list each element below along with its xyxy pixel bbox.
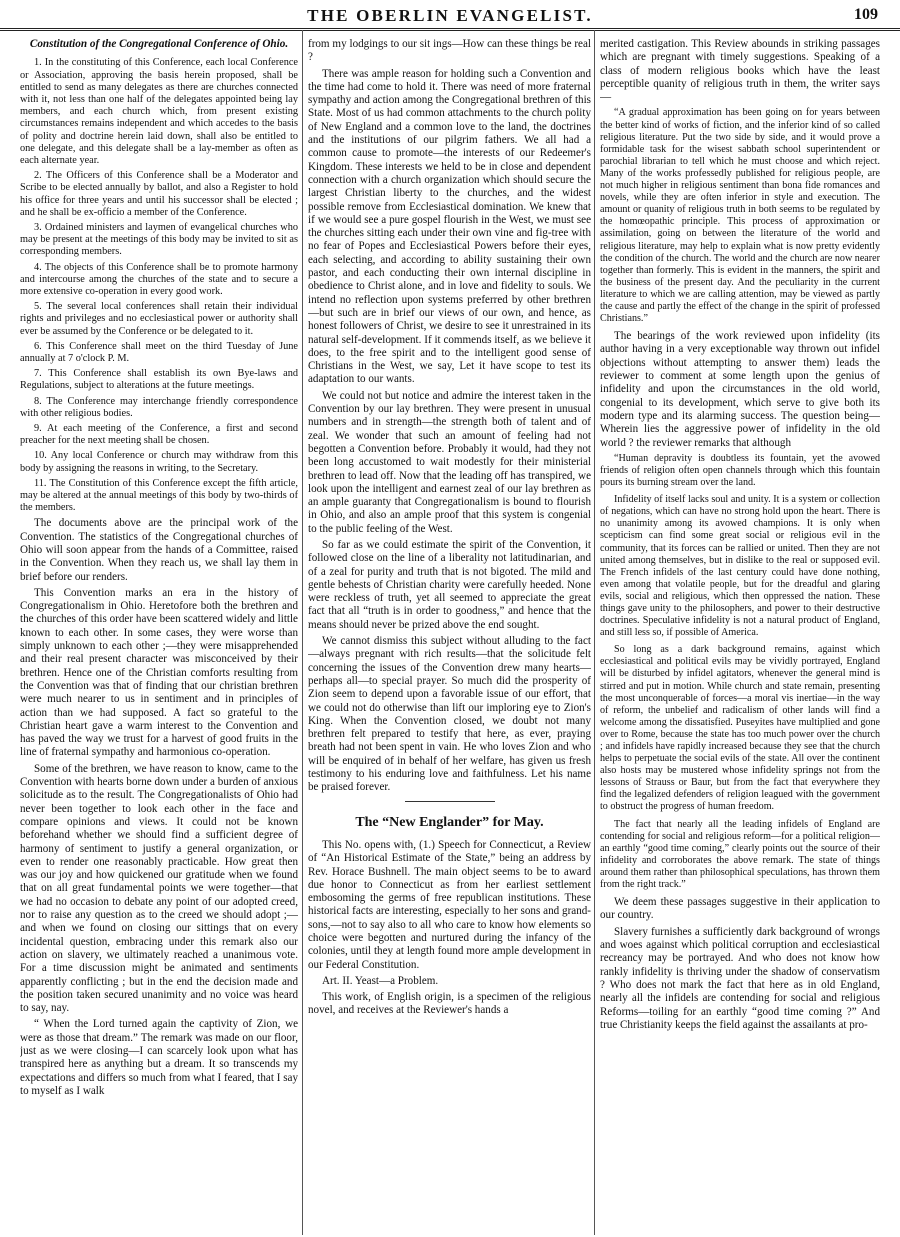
- body-paragraph: Slavery furnishes a sufficiently dark background of wrongs and woes against which political corruption and ecclesiastical recreancy may be portrayed. And who does not know how rankly infidelity is thriving under the shadow of conservatism ? Who does not mark the fact that here as in old England, nearly all the infidels are contending for social and religious Reforms—toiling for an earthly “good time coming ?” And true Christianity keeps the field against the assailants at pro-: [600, 925, 880, 1031]
- section-rule: [405, 801, 495, 802]
- body-paragraph: We could not but notice and admire the interest taken in the Convention by our lay brethren. They were present in unusual numbers and in strength—the strength both of talent and of zeal. We wonder that such an amount of feeling had not begotten a Convention before. Probably it would, had they not been long accustomed to wait modestly for their ministerial brethren to lead off. Now that the leading off has transpired, we look upon the intelligent and earnest zeal of our lay brethren as an ample guaranty that Congregationalism is bound to flourish in Ohio, and also an ample proof that this system is congenial to the public feeling of the West.: [308, 389, 591, 535]
- body-paragraph: Art. II. Yeast—a Problem.: [322, 974, 439, 987]
- body-paragraph: The documents above are the principal work of the Convention. The statistics of the Congregational churches of Ohio will soon appear from the hands of a Committee, raised in the Convention. When they reach us, we shall lay them in brief before our renders.: [20, 517, 298, 583]
- block-quote: So long as a dark background remains, against which ecclesiastical and political evils may be vividly portrayed, England will be disturbed by infidel agitators, whenever the general mind is stirred and put in motion. While church and state remain, presenting the most unconquerable of forces—a moral vis inertiae—in the way of reform, the unbelief and radicalism of other lands will find a welcome among the dissatisfied. Puseyites have multiplied and gone over to Rome, because the state has too much power over the church ; and infidels have rapidly increased because they see that the church helps to perpetuate the social evils of the state. All over the continent also hosts may be mustered whose infidelity springs not from the lessons of Strauss or Baur, but from the fact that everywhere they find the legalized defenders of religion leagued with the government to obstruct the progress of human freedom.: [600, 644, 880, 813]
- body-paragraph: We cannot dismiss this subject without alluding to the fact—always pregnant with rich results—that the solicitude felt concerning the issues of the Convention drew many hearts—perhaps all—to special prayer. So much did the prosperity of Zion seem to depend upon a favorable issue of our effort, that we could not do otherwise than lift our imploring eye to Zion's King. When the Convention closed, we doubt not many brethren felt prepared to testify that here, as ever, praying breath had not been spent in vain. He who loves Zion and who will be enquired of in behalf of her welfare, has given us fresh testimony to his enduring love and faithfulness. Let his name be praised forever.: [308, 635, 591, 794]
- column-3: [600, 38, 880, 1233]
- constitution-article: 4. The objects of this Conference shall be to promote harmony and intercourse among the churches of the state and to secure a more extensive co-operation in every good work.: [20, 261, 298, 297]
- column-1: [20, 38, 298, 1233]
- constitution-heading: Constitution of the Congregational Conference of Ohio.: [29, 38, 289, 50]
- constitution-article: 6. This Conference shall meet on the third Tuesday of June annually at 7 o'clock P. M.: [20, 340, 298, 364]
- newspaper-title: THE OBERLIN EVANGELIST.: [307, 6, 593, 25]
- block-quote: “Human depravity is doubtless its fountain, yet the avowed friends of religion often open channels through which this fountain pours its burning stream over the land.: [600, 452, 880, 489]
- block-quote: “A gradual approximation has been going on for years between the better kind of works of fiction, and the inferior kind of so called religious literature. Put the two side by side, and it would prove a formidable task for the wisest sabbath school superintendent or parochial librarian to tell which he must choose and which reject. Many of the works professedly published for religious people, are not much higher in religious sentiment than bona fide romances and novels, while they are often inferior in style and execution. The amount or quanity of religious truth in both seems to be regulated by the homœopathic principle. This process of approximation or assimilation, going on between the literature of the world and religious literature, may help to explain what is now pretty evidently the condition of the church. The world and the church are now nearer together than formerly. This is evident in the manners, the spirit and the business of the present day. And the peculiarity in the current literature to which we are calling attention, may be viewed as partly the cause and partly the effect of the change in the spirit of professed Christians.”: [600, 107, 880, 325]
- constitution-article: 9. At each meeting of the Conference, a first and second preacher for the next meeting shall be chosen.: [20, 422, 298, 447]
- constitution-article: 1. In the constituting of this Conference, each local Conference or Association, approving the basis herein proposed, shall be entitled to send as many delegates as there are churches connected with it, not less than one half of the delegates appointed being lay members, and each church which, from present existing circumstances remains independent and which accedes to the basis of polity and doctrine herein laid down, shall also be entitled to one delegate, and this delegate shall be a lay-member as often as each alternate year.: [20, 57, 298, 166]
- constitution-article: 8. The Conference may interchange friendly correspondence with other religious bodies.: [20, 395, 298, 419]
- page-number: 109: [854, 6, 878, 23]
- body-paragraph: We deem these passages suggestive in their application to our country.: [600, 896, 880, 922]
- block-quote: The fact that nearly all the leading infidels of England are contending for social and religious reform—for a political religion—an earthly “good time coming,” clearly points out the source of their infidelity and corroborates the above remark. The state of things around them rather than philosophical speculations, has thrown them from the right track.”: [600, 818, 880, 891]
- body-paragraph: from my lodgings to our sit ings—How can these things be real ?: [308, 38, 591, 64]
- constitution-article: 11. The Constitution of this Conference except the fifth article, may be altered at the annual meetings of this body by two-thirds of the members.: [20, 477, 298, 514]
- constitution-article: 7. This Conference shall establish its own Bye-laws and Regulations, subject to alterations at the future meetings.: [20, 368, 298, 392]
- column-divider-2: [594, 30, 595, 1235]
- constitution-article: 3. Ordained ministers and laymen of evangelical churches who may be present at the meetings of this body may be invited to sit as corresponding members.: [20, 221, 298, 258]
- constitution-article: 5. The several local conferences shall retain their individual rights and privileges and no ecclesiastical power or authority shall ever be assumed by the Conference or be delegated to it.: [20, 301, 298, 337]
- body-paragraph: So far as we could estimate the spirit of the Convention, it followed close on the line of a liberality not latitudinarian, and of a zeal for purity and truth that is not bigoted. The mild and gentle behests of Christian charity were carefully heeded. None were reckless of truth, yet all seemed to appreciate the great fact that all “truth is in order to goodness,” and hence that the means should never be prized above the end sought.: [308, 538, 591, 631]
- page-header: [0, 0, 900, 26]
- constitution-article: 10. Any local Conference or church may withdraw from this body by assigning the reasons in writing, to the Secretary.: [20, 450, 298, 474]
- body-paragraph: “ When the Lord turned again the captivity of Zion, we were as those that dream.” The remark was made on our floor, just as we were closing—I can scarcely look upon what has transpired here as anything but a dream. It so transcends my expectations and differs so much from what I feared, that I say to myself as I walk: [20, 1018, 298, 1097]
- header-rule: [0, 28, 900, 31]
- column-2: [308, 38, 591, 1233]
- article-title: The “New Englander” for May.: [355, 814, 544, 830]
- body-paragraph: This Convention marks an era in the history of Congregationalism in Ohio. Heretofore both the brethren and the churches of this order have been scattered widely and little known to each other. In some cases, they were worse than simply unknown to each other ;—they were misapprehended and their real present character was misconceived by their brethren. Hence one of the Christian comforts resulting from the Convention was that of finding that our christian brethren were much nearer to us in sentiment and in principles of action than we had supposed. A fact so grateful to the Christian heart gave a warm interest to the Convention and has paved the way we trust for a harvest of good fruits in the line of fraternal sympathy and harmonious co-operation.: [20, 586, 298, 759]
- body-paragraph: Some of the brethren, we have reason to know, came to the Convention with hearts borne down under a burden of anxious solicitude as to the result. The Congregationalists of Ohio had never been together to look each other in the face and compare opinions and views. It could not be known beforehand whether we should find a sufficient degree of harmony of sentiment to justify a general organization, or even to render one reasonably practicable. How great then was our joy and how quickened our gratitude when we found that on all great fundamental points we were together—that we had no occasion to debate any point of our adopted creed, nor to raise any question as to the creed we should adopt ;—and when we found on closing our sittings that on every incidental question, embracing under this remark also our action on slavery, we ultimately reached a unanimous vote. For a time discussion might be animated and sentiments apparently conflicting ; but in the end the decision made and the position taken secured unanimity and no voice was heard to say, nay.: [20, 762, 298, 1015]
- column-divider-1: [302, 30, 303, 1235]
- block-quote: Infidelity of itself lacks soul and unity. It is a system or collection of negations, which can have no strong hold upon the heart. There is no unanimity among its avowed champions. It is only when scepticism can find some great social or religious evil in the community, that its forces can be rallied or united. Then they are not united among themselves, but in dislike to the real or supposed evil. The French infidels of the last century could have done nothing, even among that volatile people, but for the dreadful and glaring evils, social and religious, which then oppressed the nation. These things gave unity to the philosophers, and power to their destructive doctrines. Speculative infidelity is not a natural product of England, and still less so, if possible of America.: [600, 494, 880, 639]
- body-paragraph: This work, of English origin, is a specimen of the religious novel, and receives at the Reviewer's hands a: [308, 991, 591, 1017]
- body-paragraph: There was ample reason for holding such a Convention and the time had come to hold it. There was need of more fraternal sympathy and action among the Congregational brethren of this State. Most of us had common attachments to the church polity of New England and a common love to the land, the doctrines and the institutions of our pilgrim fathers. We all had a common cause to promote—the interests of our Redeemer's Kingdom. These interests we held to be in close and dependent connection with a church organization which should secure the largest Christian liberty to the churches, and the widest possible remove from Ecclesiastical domination. We knew that if we would see a pure gospel flourish in the West, we must see the churches sitting each under their own vine and fig-tree with no fear of Popes and Ecclesiastical Powers before their eyes, each selecting, and according to ability sustaining their own pastor, and each conducting their own internal discipline in obedience to Christ alone, and in love and fidelity to souls. We intend no reflection upon systems preferred by other brethren—but such are in brief our views of our own, and hence, as honest followers of Christ, we desire to see it unrestrained in its natural self-development. If it commends itself, as we believe it does, to the free spirit and to the intelligent good sense of Christians in the West, we say, Let it have scope to test its adaptation to our wants.: [308, 67, 591, 386]
- constitution-article: 2. The Officers of this Conference shall be a Moderator and Scribe to be elected annually by ballot, and also a Register to hold his office for three years and until his successor shall be elected ; and he shall be ex-officio a member of the Conference.: [20, 170, 298, 218]
- body-paragraph: This No. opens with, (1.) Speech for Connecticut, a Review of “An Historical Estimate of the State,” being an address by Rev. Horace Bushnell. The main object seems to be to award due honor to Connecticut as from her earliest settlement embosoming the germs of free republican institutions. These historical facts are interesting, especially to her sons and grand-sons,—not to say also to all who care to know how elements so choice were begotten and nurtured during the infancy of the colonies, until they at length found more ample development in our Federal Constitution.: [308, 838, 591, 971]
- body-paragraph: merited castigation. This Review abounds in striking passages which are pregnant with timely suggestions. Speaking of a class of modern religious books which have the least perceptible quanity of religious truth in them, the writer says—: [600, 38, 880, 104]
- body-paragraph: The bearings of the work reviewed upon infidelity (its author having in a very exceptionable way thrown out infidel objections without attempting to answer them) leads the reviewer to comment at some length upon the genius of infidelity and upon the circumstances in the old world, congenial to its development, which serve to give both its modern type and its alarming success. The question being—Wherein lies the aggressive power of infidelity in the old world ? the reviewer remarks that although: [600, 330, 880, 449]
